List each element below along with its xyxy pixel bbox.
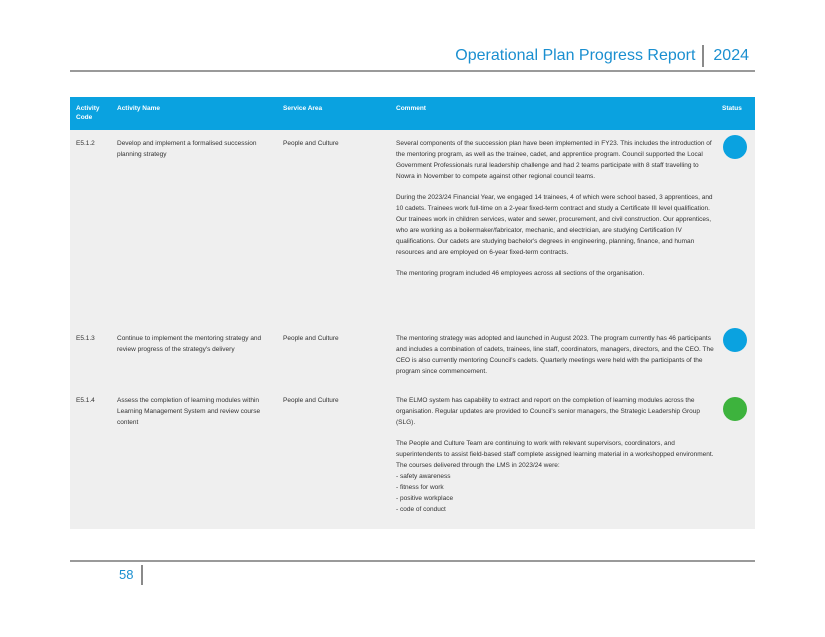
activity-code: E5.1.3 (76, 335, 95, 342)
comment-list-item: - fitness for work (396, 484, 444, 491)
col-service-area: Service Area (283, 105, 323, 112)
col-activity-code: Activity Code (76, 105, 100, 121)
status-indicator (723, 328, 747, 352)
activity-name: Develop and implement a formalised succession planning strategy (117, 140, 257, 158)
comment-paragraph: The People and Culture Team are continuing to work with relevant supervisors, coordinators, and superintendents to assist field-based staff complete assigned learning material in a workshopped environment. The courses delivered through the LMS in 2023/24 were: (396, 440, 714, 469)
comment (396, 395, 714, 515)
service-area: People and Culture (283, 397, 339, 404)
activity-name: Assess the completion of learning modules within Learning Management System and review course content (117, 397, 261, 426)
activity-code: E5.1.4 (76, 397, 95, 404)
col-activity-name: Activity Name (117, 105, 160, 112)
footer-separator (141, 565, 143, 585)
comment-paragraph: The ELMO system has capability to extract and report on the completion of learning modules across the organisation. Regular updates are provided to Council's senior managers, the Strategic Leadership Group (SLG). (396, 397, 701, 426)
activity-table (70, 97, 755, 529)
comment-list-item: - code of conduct (396, 506, 446, 513)
report-title: Operational Plan Progress Report (455, 47, 696, 64)
comment-paragraph: During the 2023/24 Financial Year, we engaged 14 trainees, 4 of which were school based, 3 apprentices, and 10 cadets. Trainees work full-time on a 2-year fixed-term contract and study a Certificate III level qualification. Our trainees work in children services, water and sewer, procurement, and civil construction. Our apprentices, who are working as a boilermaker/fabricator, mechanic, and electrician, are studying Certification IV qualifications. Our cadets are studying bachelor's degrees in engineering, planning, finance, and human resources and are employed on 6-year fixed-term contracts. (396, 194, 713, 256)
report-year: 2024 (713, 47, 749, 64)
header-rule (70, 70, 755, 72)
comment (396, 138, 714, 289)
status-indicator (723, 135, 747, 159)
col-comment: Comment (396, 105, 426, 112)
comment-paragraph: The mentoring strategy was adopted and launched in August 2023. The program currently has 46 participants and includes a combination of cadets, trainees, line staff, coordinators, managers, directors, and the CEO. The CEO is also currently mentoring Council's cadets. Quarterly meetings were held with the participants of the program since commencement. (396, 335, 714, 375)
service-area: People and Culture (283, 140, 339, 147)
footer-rule (70, 560, 755, 562)
service-area: People and Culture (283, 335, 339, 342)
header-separator (702, 45, 704, 67)
comment-paragraph: Several components of the succession plan have been implemented in FY23. This includes the introduction of the mentoring program, as well as the trainee, cadet, and apprentice program. Council supported the Local Government Professionals rural leadership challenge and had 2 teams participate with 8 staff travelling to Nowra in November to compete against other regional council teams. (396, 140, 712, 180)
col-status: Status (722, 105, 742, 112)
comment-paragraph: The mentoring program included 46 employees across all sections of the organisation. (396, 270, 645, 277)
activity-name: Continue to implement the mentoring strategy and review progress of the strategy's delivery (117, 335, 262, 353)
table-header (70, 97, 755, 130)
comment (396, 333, 714, 387)
activity-code: E5.1.2 (76, 140, 95, 147)
comment-list-item: - safety awareness (396, 473, 451, 480)
status-indicator (723, 397, 747, 421)
page-number: 58 (119, 567, 134, 582)
report-header (455, 44, 749, 68)
comment-list-item: - positive workplace (396, 495, 454, 502)
